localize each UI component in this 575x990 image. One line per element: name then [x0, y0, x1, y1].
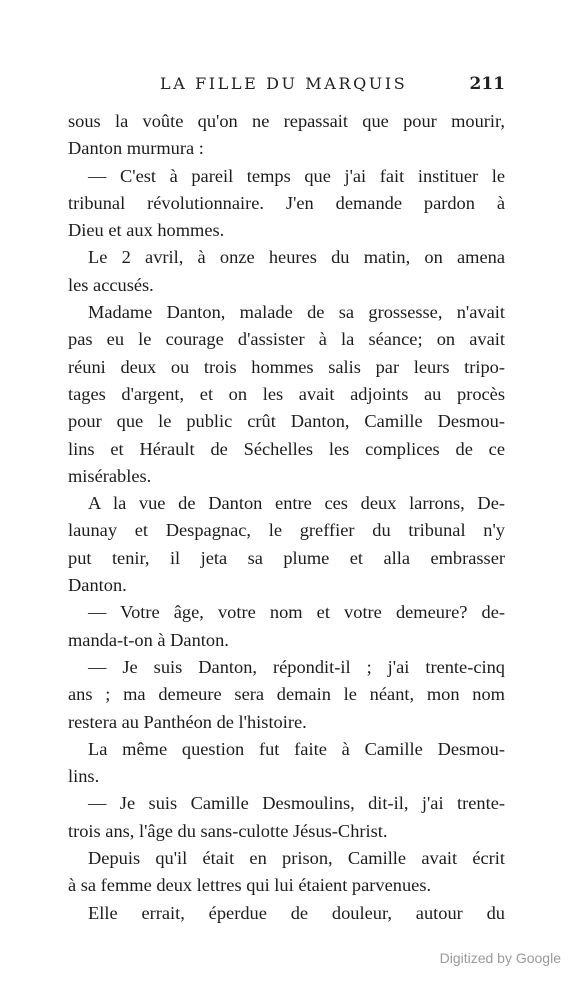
text-line: A la vue de Danton entre ces deux larrons, De- — [88, 493, 505, 514]
text-line: réuni deux ou trois hommes salis par leurs tripo- — [68, 356, 505, 377]
text-line: Madame Danton, malade de sa grossesse, n'avait — [88, 302, 505, 323]
text-line: — C'est à pareil temps que j'ai fait instituer le — [88, 165, 505, 186]
text-line: les accusés. — [68, 274, 154, 295]
text-line: — Je suis Camille Desmoulins, dit-il, j'ai trente- — [88, 793, 505, 814]
text-line: launay et Despagnac, le greffier du tribunal n'y — [68, 520, 505, 541]
text-line: Elle errait, éperdue de douleur, autour du — [88, 902, 505, 923]
text-line: sous la voûte qu'on ne repassait que pour mourir, — [68, 111, 505, 131]
text-line: restera au Panthéon de l'histoire. — [68, 711, 307, 732]
running-title: LA FILLE DU MARQUIS — [160, 74, 408, 93]
text-line: misérables. — [68, 465, 152, 486]
text-line: ans ; ma demeure sera demain le néant, mon nom — [68, 684, 505, 705]
text-line: trois ans, l'âge du sans-culotte Jésus-Christ. — [68, 820, 388, 841]
text-line: pour que le public crût Danton, Camille Desmou- — [68, 411, 505, 432]
page-header — [68, 72, 505, 100]
text-line: Danton. — [68, 575, 127, 596]
text-line: tribunal révolutionnaire. J'en demande pardon à — [68, 192, 505, 213]
text-line: — Je suis Danton, répondit-il ; j'ai trente-cinq — [88, 656, 505, 677]
text-line: Depuis qu'il était en prison, Camille avait écrit — [88, 848, 505, 869]
body-text — [68, 108, 505, 927]
text-line: Le 2 avril, à onze heures du matin, on amena — [88, 247, 505, 268]
text-line: pas eu le courage d'assister à la séance; on avait — [68, 329, 505, 350]
text-line: La même question fut faite à Camille Desmou- — [88, 738, 505, 759]
text-line: — Votre âge, votre nom et votre demeure? de- — [88, 602, 505, 623]
text-line: lins et Hérault de Séchelles les complices de ce — [68, 438, 505, 459]
text-line: Danton murmura : — [68, 138, 204, 159]
text-line: lins. — [68, 766, 100, 787]
digitization-watermark: Digitized by Google — [439, 950, 561, 966]
page-number: 211 — [469, 74, 505, 94]
text-line: Dieu et aux hommes. — [68, 220, 225, 241]
text-line: à sa femme deux lettres qui lui étaient parvenues. — [68, 875, 432, 896]
text-line: tages d'argent, et on les avait adjoints au procès — [68, 383, 505, 404]
text-line: put tenir, il jeta sa plume et alla embrasser — [68, 547, 505, 568]
text-line: manda-t-on à Danton. — [68, 629, 229, 650]
